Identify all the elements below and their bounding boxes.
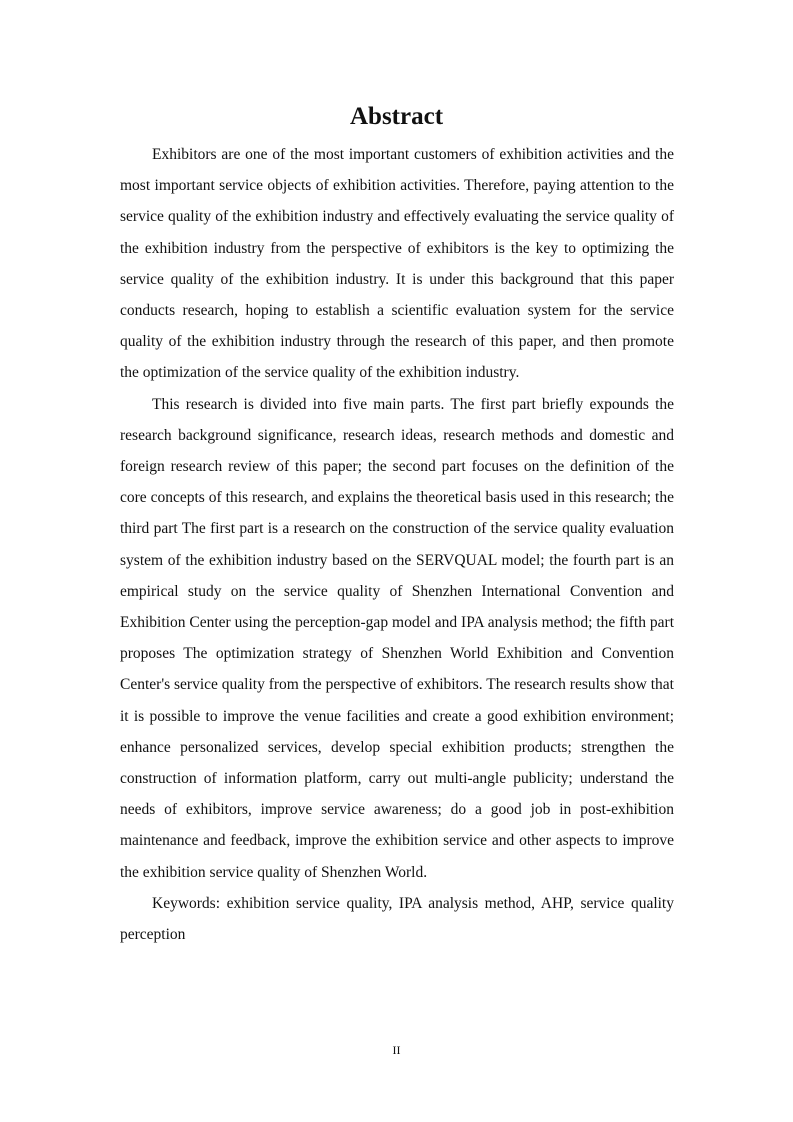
page-number: II — [392, 1043, 401, 1057]
abstract-paragraph-1: Exhibitors are one of the most important customers of exhibition activities and the most important service objects of exhibition activities. Therefore, paying attention to the service quality of the exhibition industry and effectively evaluating the service quality of the exhibition industry from the perspective of exhibitors is the key to optimizing the service quality of the exhibition industry. It is under this background that this paper conducts research, hoping to establish a scientific evaluation system for the service quality of the exhibition industry through the research of this paper, and then promote the optimization of the service quality of the exhibition industry. — [120, 146, 674, 382]
abstract-body — [120, 139, 674, 950]
keywords-paragraph: Keywords: exhibition service quality, IPA analysis method, AHP, service quality perception — [120, 894, 674, 944]
page-title: Abstract — [349, 103, 444, 130]
abstract-paragraph-2: This research is divided into five main parts. The first part briefly expounds the research background significance, research ideas, research methods and domestic and foreign research review of this paper; the second part focuses on the definition of the core concepts of this research, and explains the theoretical basis used in this research; the third part The first part is a research on the construction of the service quality evaluation system of the exhibition industry based on the SERVQUAL model; the fourth part is an empirical study on the service quality of Shenzhen International Convention and Exhibition Center using the perception-gap model and IPA analysis method; the fifth part proposes The optimization strategy of Shenzhen World Exhibition and Convention Center's service quality from the perspective of exhibitors. The research results show that it is possible to improve the venue facilities and create a good exhibition environment; enhance personalized services, develop special exhibition products; strengthen the construction of information platform, carry out multi-angle publicity; understand the needs of exhibitors, improve service awareness; do a good job in post-exhibition maintenance and feedback, improve the exhibition service and other aspects to improve the exhibition service quality of Shenzhen World. — [120, 395, 674, 881]
